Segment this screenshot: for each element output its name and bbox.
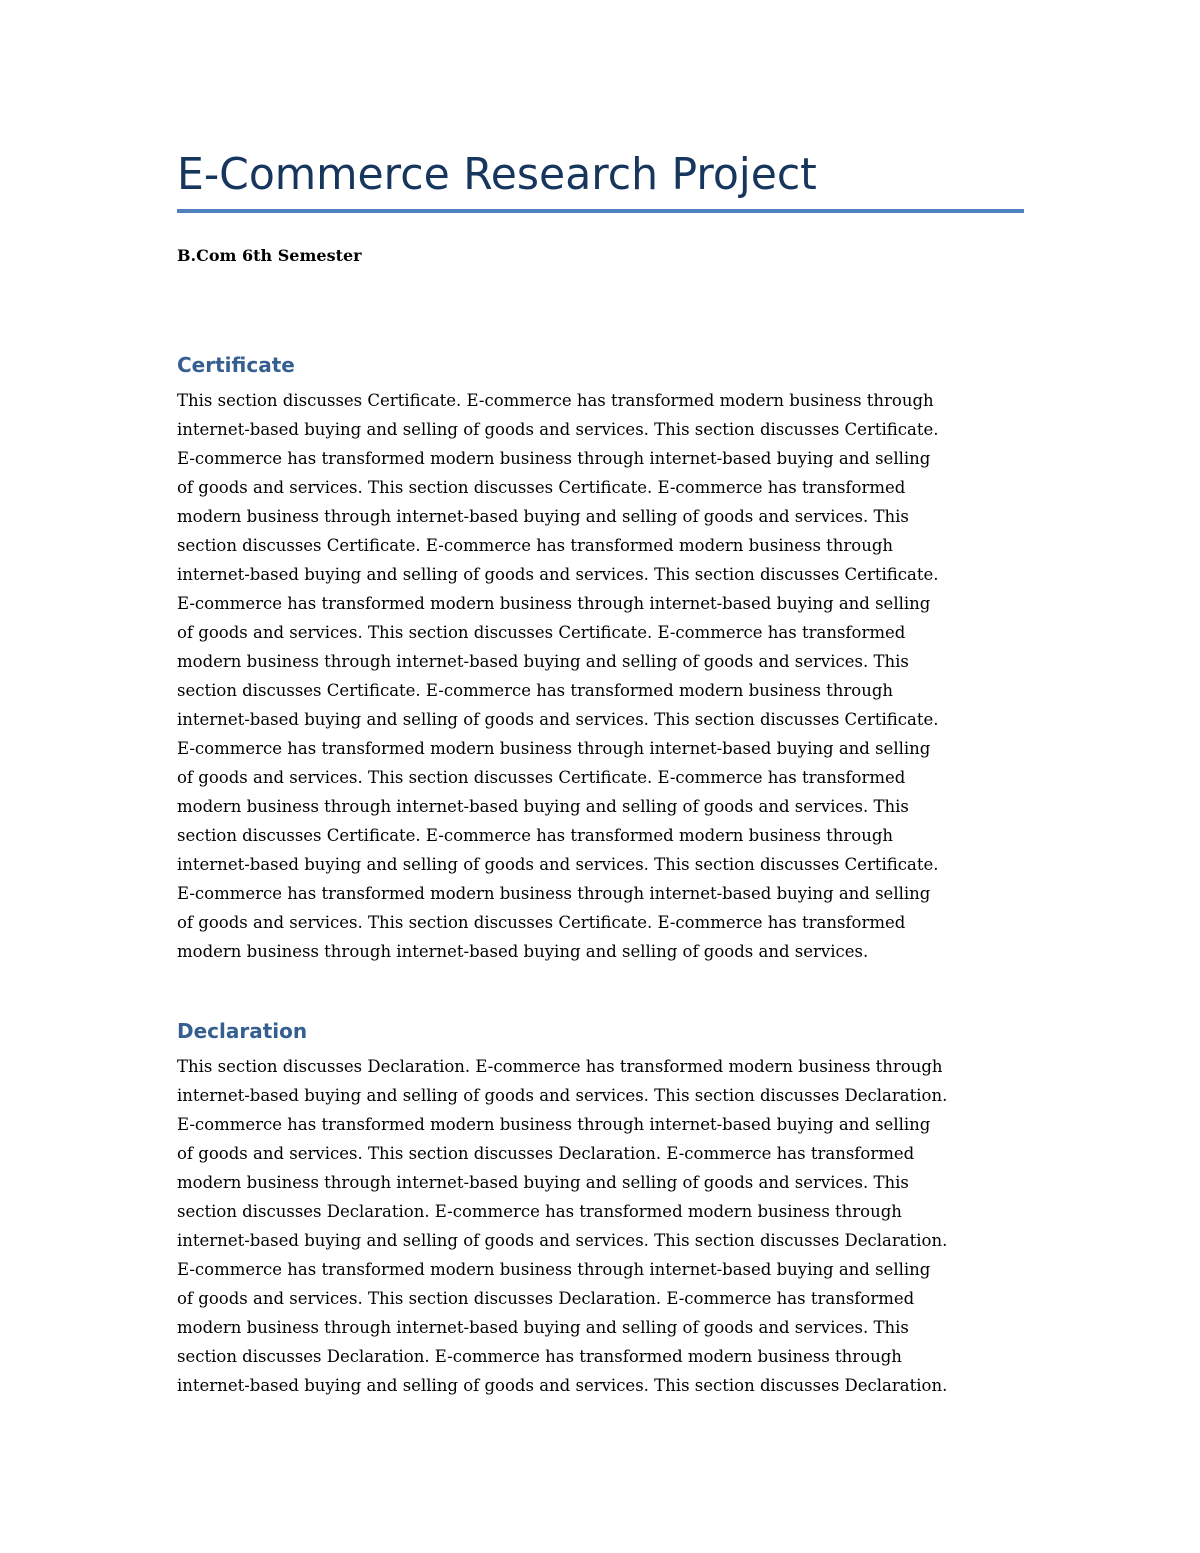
paragraph-line: internet-based buying and selling of goods and services. This section discusses Declaration.: [177, 1086, 948, 1105]
paragraph-line: E-commerce has transformed modern business through internet-based buying and selling: [177, 594, 931, 613]
paragraph-line: internet-based buying and selling of goods and services. This section discusses Declaration.: [177, 1231, 948, 1250]
paragraph-line: E-commerce has transformed modern business through internet-based buying and selling: [177, 449, 931, 468]
paragraph-line: internet-based buying and selling of goods and services. This section discusses Certificate.: [177, 565, 939, 584]
paragraph-line: modern business through internet-based buying and selling of goods and services. This: [177, 1318, 909, 1337]
paragraph-line: of goods and services. This section discusses Certificate. E-commerce has transformed: [177, 913, 906, 932]
paragraph-line: internet-based buying and selling of goods and services. This section discusses Certificate.: [177, 855, 939, 874]
paragraph-line: of goods and services. This section discusses Certificate. E-commerce has transformed: [177, 478, 906, 497]
paragraph-line: modern business through internet-based buying and selling of goods and services. This: [177, 652, 909, 671]
paragraph-line: modern business through internet-based buying and selling of goods and services. This: [177, 797, 909, 816]
paragraph-line: section discusses Declaration. E-commerce has transformed modern business through: [177, 1347, 902, 1366]
document-subtitle: B.Com 6th Semester: [177, 246, 362, 265]
section-heading-certificate: Certificate: [177, 353, 295, 377]
section-body-certificate: [177, 386, 938, 966]
paragraph-line: E-commerce has transformed modern business through internet-based buying and selling: [177, 739, 931, 758]
paragraph-line: section discusses Certificate. E-commerce has transformed modern business through: [177, 536, 894, 555]
title-underline-rule: [177, 209, 1024, 213]
paragraph-line: modern business through internet-based buying and selling of goods and services. This: [177, 507, 909, 526]
paragraph-line: of goods and services. This section discusses Certificate. E-commerce has transformed: [177, 768, 906, 787]
paragraph-line: internet-based buying and selling of goods and services. This section discusses Certificate.: [177, 710, 939, 729]
paragraph-line: of goods and services. This section discusses Declaration. E-commerce has transformed: [177, 1144, 915, 1163]
paragraph-line: internet-based buying and selling of goods and services. This section discusses Certificate.: [177, 420, 939, 439]
paragraph-line: section discusses Declaration. E-commerce has transformed modern business through: [177, 1202, 902, 1221]
paragraph-line: section discusses Certificate. E-commerce has transformed modern business through: [177, 681, 894, 700]
paragraph-line: This section discusses Declaration. E-commerce has transformed modern business through: [177, 1057, 943, 1076]
section-heading-declaration: Declaration: [177, 1019, 308, 1043]
paragraph-line: of goods and services. This section discusses Certificate. E-commerce has transformed: [177, 623, 906, 642]
paragraph-line: section discusses Certificate. E-commerce has transformed modern business through: [177, 826, 894, 845]
paragraph-line: E-commerce has transformed modern business through internet-based buying and selling: [177, 1115, 931, 1134]
document-title: E-Commerce Research Project: [177, 149, 817, 200]
paragraph-line: E-commerce has transformed modern business through internet-based buying and selling: [177, 1260, 931, 1279]
paragraph-line: modern business through internet-based buying and selling of goods and services. This: [177, 1173, 909, 1192]
paragraph-line: internet-based buying and selling of goods and services. This section discusses Declaration.: [177, 1376, 948, 1395]
paragraph-line: modern business through internet-based buying and selling of goods and services.: [177, 942, 869, 961]
paragraph-line: E-commerce has transformed modern business through internet-based buying and selling: [177, 884, 931, 903]
paragraph-line: This section discusses Certificate. E-commerce has transformed modern business through: [177, 391, 934, 410]
section-body-declaration: [177, 1052, 947, 1400]
paragraph-line: of goods and services. This section discusses Declaration. E-commerce has transformed: [177, 1289, 915, 1308]
